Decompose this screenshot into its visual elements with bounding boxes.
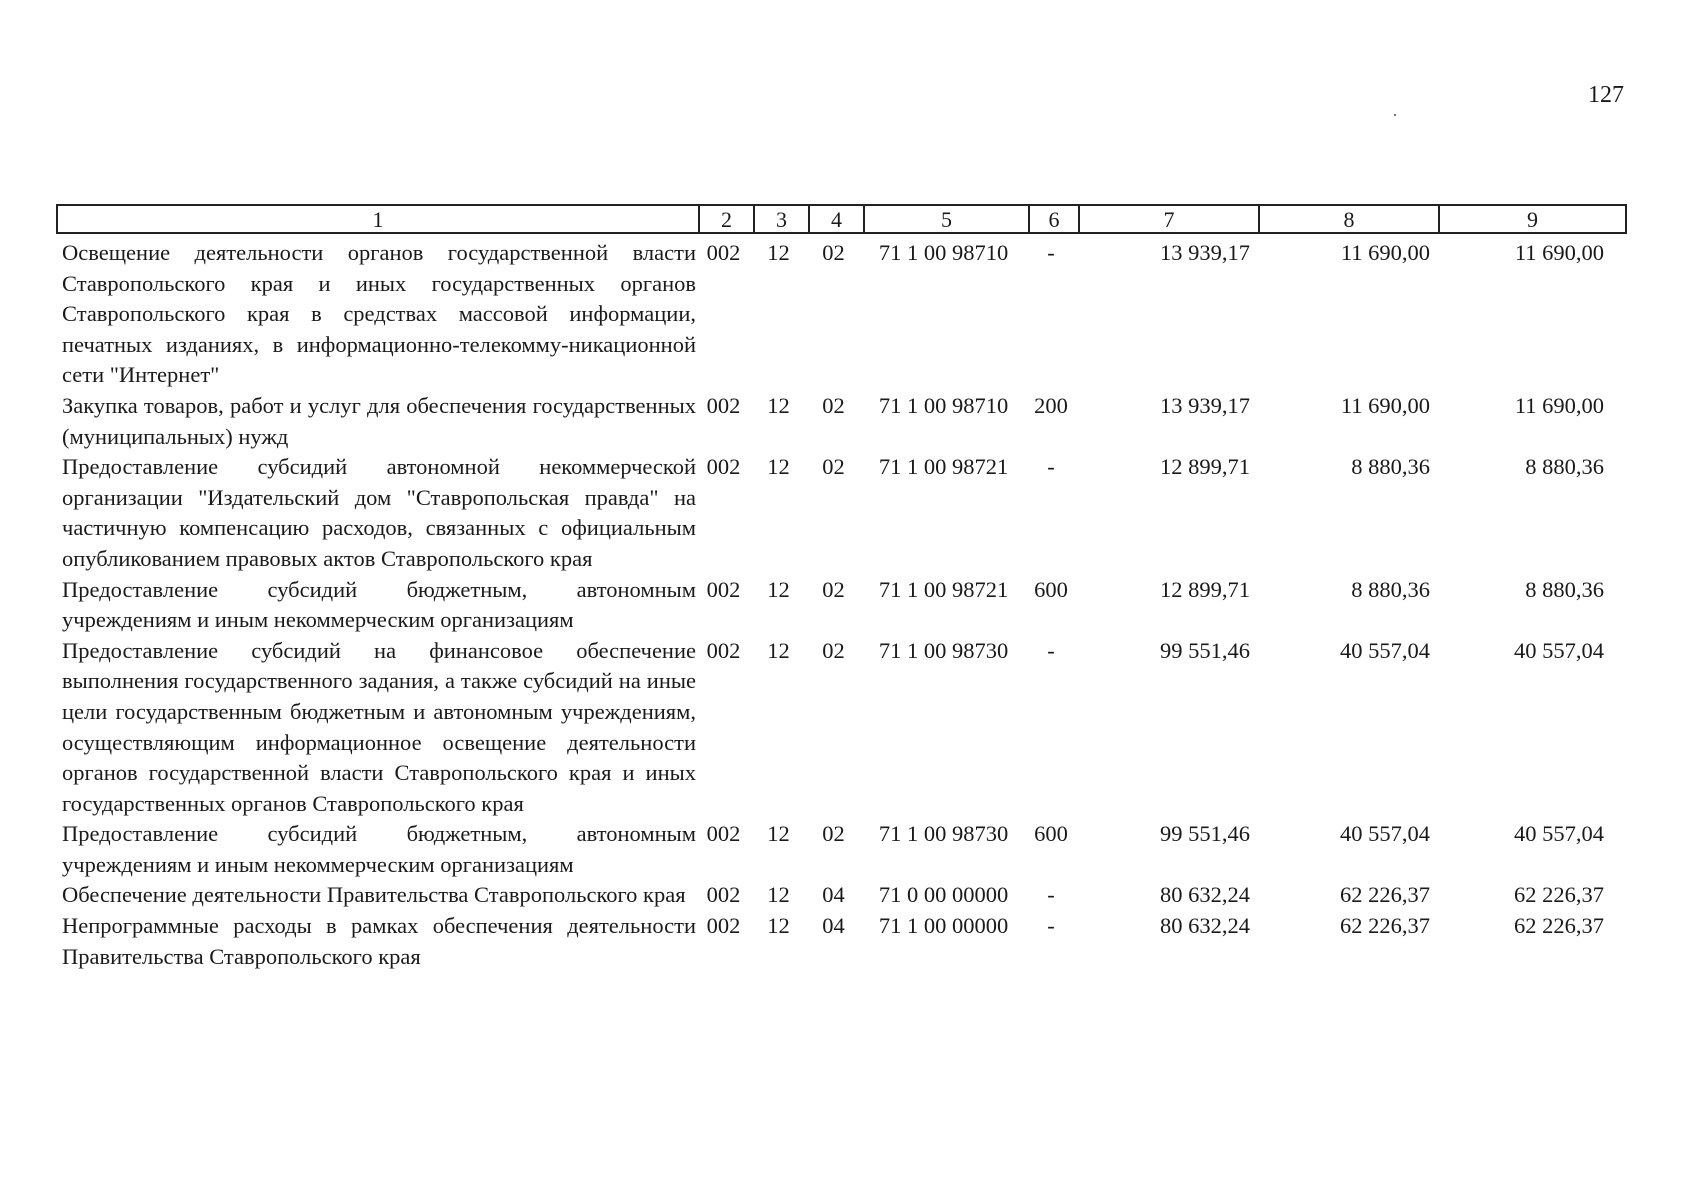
row-col-2: 002	[706, 821, 741, 847]
header-col-4: 4	[808, 206, 863, 232]
row-col-5: 71 1 00 98721	[878, 454, 1009, 480]
header-col-7: 7	[1078, 206, 1258, 232]
table-row	[56, 452, 1627, 574]
row-name: Обеспечение деятельности Правительства Ставропольского края	[62, 882, 686, 908]
row-col-4: 02	[822, 240, 845, 265]
row-col-3: 12	[767, 637, 790, 663]
row-col-6: 200	[1034, 392, 1068, 418]
page-number: 127	[1588, 82, 1624, 108]
budget-table-body	[56, 238, 1627, 972]
scan-speck	[1394, 114, 1396, 116]
header-col-9: 9	[1438, 206, 1625, 232]
row-col-2: 002	[706, 882, 741, 908]
row-col-8: 40 557,04	[1340, 821, 1430, 847]
row-col-6: -	[1047, 913, 1055, 939]
row-col-6: -	[1047, 637, 1055, 663]
row-col-2: 002	[706, 913, 741, 939]
table-header-row	[56, 204, 1627, 234]
table-row	[56, 575, 1627, 636]
row-col-8: 62 226,37	[1340, 913, 1430, 939]
row-col-9: 62 226,37	[1514, 913, 1604, 939]
row-col-7: 80 632,24	[1160, 913, 1250, 939]
row-col-2: 002	[706, 637, 741, 663]
row-col-8: 8 880,36	[1351, 576, 1430, 602]
row-col-7: 13 939,17	[1160, 392, 1250, 418]
row-col-3: 12	[767, 240, 790, 265]
row-col-9: 11 690,00	[1514, 240, 1604, 265]
row-col-4: 04	[822, 882, 845, 908]
row-col-9: 8 880,36	[1525, 454, 1604, 480]
row-col-6: 600	[1034, 821, 1068, 847]
row-col-2: 002	[706, 454, 741, 480]
row-col-3: 12	[767, 913, 790, 939]
row-col-2: 002	[706, 392, 741, 418]
row-col-5: 71 1 00 98710	[878, 392, 1009, 418]
table-row	[56, 911, 1627, 972]
row-col-6: -	[1047, 882, 1055, 908]
row-col-7: 13 939,17	[1160, 240, 1250, 265]
row-col-2: 002	[706, 576, 741, 602]
row-col-5: 71 1 00 98721	[878, 576, 1009, 602]
row-col-9: 62 226,37	[1514, 882, 1604, 908]
row-name: Предоставление субсидий на финансовое обеспечение выполнения государственного задания, а также субсидий на иные цели государственным бюджетным и автономным учреждениям, осуществляющим информационное освещение деятельности органов государственной власти Ставропольского края и иных государственных органов Ставропольского края	[62, 637, 696, 816]
row-col-3: 12	[767, 882, 790, 908]
row-col-7: 99 551,46	[1160, 637, 1250, 663]
row-col-5: 71 1 00 98710	[878, 240, 1009, 265]
row-col-8: 11 690,00	[1340, 240, 1430, 265]
row-col-7: 12 899,71	[1160, 576, 1250, 602]
row-col-7: 80 632,24	[1160, 882, 1250, 908]
row-col-6: -	[1047, 240, 1055, 265]
row-name: Непрограммные расходы в рамках обеспечения деятельности Правительства Ставропольского края	[62, 913, 696, 969]
row-col-4: 02	[822, 454, 845, 480]
header-col-8: 8	[1258, 206, 1438, 232]
row-col-3: 12	[767, 821, 790, 847]
row-col-9: 8 880,36	[1525, 576, 1604, 602]
row-col-2: 002	[706, 240, 741, 265]
row-name: Закупка товаров, работ и услуг для обеспечения государственных (муниципальных) нужд	[62, 392, 696, 449]
row-col-4: 02	[822, 576, 845, 602]
table-row	[56, 880, 1627, 911]
row-name: Освещение деятельности органов государственной власти Ставропольского края и иных государственных органов Ставропольского края в средствах массовой информации, печатных изданиях, в информационно-телекомму-никационной сети "Интернет"	[62, 240, 696, 388]
row-col-9: 40 557,04	[1514, 637, 1604, 663]
row-name: Предоставление субсидий бюджетным, автономным учреждениям и иным некоммерческим организациям	[62, 821, 696, 877]
row-col-4: 02	[822, 821, 845, 847]
row-col-5: 71 0 00 00000	[878, 882, 1009, 908]
row-col-8: 62 226,37	[1340, 882, 1430, 908]
table-row	[56, 636, 1627, 820]
row-col-4: 02	[822, 637, 845, 663]
row-col-5: 71 1 00 98730	[878, 637, 1009, 663]
row-col-5: 71 1 00 98730	[878, 821, 1009, 847]
row-name: Предоставление субсидий автономной некоммерческой организации "Издательский дом "Ставропольская правда" на частичную компенсацию расходов, связанных с официальным опубликованием правовых актов Ставропольского края	[62, 454, 696, 571]
row-col-4: 02	[822, 392, 845, 418]
row-col-3: 12	[767, 576, 790, 602]
table-row	[56, 391, 1627, 452]
row-col-9: 40 557,04	[1514, 821, 1604, 847]
header-col-2: 2	[698, 206, 753, 232]
row-col-8: 40 557,04	[1340, 637, 1430, 663]
table-row	[56, 238, 1627, 391]
row-col-8: 11 690,00	[1340, 392, 1430, 418]
row-col-8: 8 880,36	[1351, 454, 1430, 480]
header-col-6: 6	[1028, 206, 1078, 232]
header-col-3: 3	[753, 206, 808, 232]
row-col-3: 12	[767, 454, 790, 480]
row-name: Предоставление субсидий бюджетным, автономным учреждениям и иным некоммерческим организациям	[62, 576, 696, 633]
header-col-5: 5	[863, 206, 1028, 232]
row-col-7: 12 899,71	[1160, 454, 1250, 480]
row-col-7: 99 551,46	[1160, 821, 1250, 847]
row-col-3: 12	[767, 392, 790, 418]
row-col-6: 600	[1034, 576, 1068, 602]
row-col-9: 11 690,00	[1514, 392, 1604, 418]
row-col-4: 04	[822, 913, 845, 939]
table-row	[56, 819, 1627, 880]
header-col-1: 1	[372, 207, 384, 232]
row-col-6: -	[1047, 454, 1055, 480]
row-col-5: 71 1 00 00000	[878, 913, 1009, 939]
